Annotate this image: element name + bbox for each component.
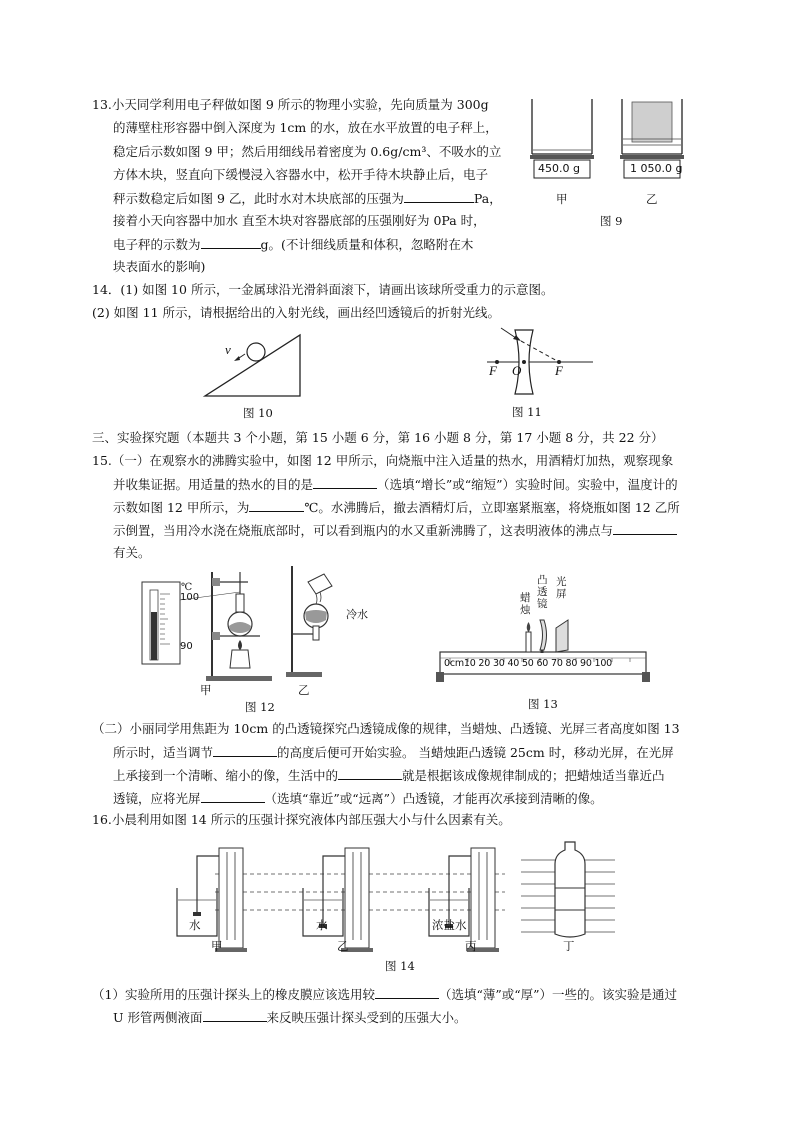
alcohol-lamp (230, 650, 250, 668)
figure-caption: 图 13 (528, 697, 558, 711)
q15-text: 示数如图 12 甲所示，为 (113, 500, 250, 515)
q15-line (113, 476, 678, 493)
bottle (555, 842, 585, 937)
answer-blank[interactable] (375, 986, 439, 999)
velocity-label: v (225, 342, 231, 357)
light-screen (556, 620, 568, 652)
label-b: 乙 (337, 939, 349, 953)
label-b: 乙 (298, 683, 310, 697)
focus-left: F (489, 363, 497, 378)
q16-text: （选填“薄”或“厚”）一些的。该实验是通过 (438, 987, 678, 1002)
q15-text: 的高度后便可开始实验。 当蜡烛距凸透镜 25cm 时，移动光屏，在光屏 (277, 745, 674, 760)
figure-caption: 图 11 (512, 405, 542, 419)
label-d: 丁 (563, 939, 575, 953)
beaker (308, 574, 332, 594)
section-title: 三、实验探究题（本题共 3 个小题，第 15 小题 6 分，第 16 小题 8 分，第 17 小题 8 分，共 22 分） (92, 430, 664, 445)
q15-line (113, 522, 677, 539)
u-tube-c (471, 848, 495, 948)
label-c: 丙 (465, 939, 477, 953)
label-a: 甲 (211, 939, 223, 953)
figure-14-drawing (175, 840, 615, 955)
label-b: 乙 (646, 192, 658, 206)
q15-text: 就是根据该成像规律制成的；把蜡烛适当靠近凸 (402, 768, 665, 783)
figure-10-drawing (200, 330, 310, 400)
q15-text: 透镜，应将光屏 (113, 791, 201, 806)
answer-blank[interactable] (338, 767, 402, 780)
q15-line (113, 790, 603, 807)
q16-text: 来反映压强计探头受到的压强大小。 (266, 1010, 467, 1025)
mercury-column (151, 612, 157, 660)
q15-text: 并收集证据。用适量的热水的目的是 (113, 477, 314, 492)
q15-text: （选填“增长”或“缩短”）实验时间。实验中，温度计的 (377, 477, 678, 492)
answer-blank[interactable] (613, 522, 677, 535)
q15-line (113, 767, 665, 784)
q16-line (113, 1009, 467, 1026)
q13-line-text: g。(不计细线质量和体积，忽略附在木 (260, 237, 474, 252)
figure-caption: 图 10 (243, 406, 273, 420)
figure-11-drawing (485, 326, 595, 398)
q15-text: （选填“靠近”或“远离”）凸透镜，才能再次承接到清晰的像。 (264, 791, 603, 806)
q15-line: 有关。 (113, 545, 151, 560)
label-a: 甲 (556, 192, 568, 206)
scale-reading-a: 450.0 g (538, 162, 580, 175)
answer-blank[interactable] (201, 790, 265, 803)
q13-line: 稳定后示数如图 9 甲；然后用细线吊着密度为 0.6g/cm³、不吸水的立 (113, 144, 502, 159)
figure-caption: 图 12 (245, 700, 275, 714)
liquid-label-b: 水 (316, 918, 328, 932)
figure-14 (175, 840, 615, 980)
candle-label: 蜡烛 (520, 592, 531, 616)
focus-right: F (555, 363, 563, 378)
q16-text: （1）实验所用的压强计探头上的橡皮膜应该选用较 (92, 987, 375, 1002)
q15-text: ℃。水沸腾后，撤去酒精灯后，立即塞紧瓶塞，将烧瓶如图 12 乙所 (304, 500, 680, 515)
q13-line-text: Pa， (473, 191, 502, 206)
convex-lens (540, 620, 547, 650)
q15-text: 示倒置，当用冷水浇在烧瓶底部时，可以看到瓶内的水又重新沸腾了，这表明液体的沸点与 (113, 523, 614, 538)
q15-line: （二）小丽同学用焦距为 10cm 的凸透镜探究凸透镜成像的规律，当蜡烛、凸透镜、光屏三者高度如图 13 (92, 721, 680, 736)
figure-caption: 图 14 (385, 959, 415, 973)
figure-12-drawing (140, 564, 380, 694)
q14-line: 14．(1) 如图 10 所示，一金属球沿光滑斜面滚下，请画出该球所受重力的示意图。 (92, 282, 554, 297)
u-tube-a (219, 848, 243, 948)
tick-90: 90 (180, 641, 193, 652)
tick-100: 100 (180, 592, 200, 603)
lens-label: 凸透镜 (537, 574, 548, 610)
q15-text: 所示时，适当调节 (113, 745, 214, 760)
figure-9 (520, 96, 700, 231)
answer-blank[interactable] (249, 499, 304, 512)
figure-11 (485, 326, 595, 426)
q13-line: 13.小天同学利用电子秤做如图 9 所示的物理小实验，先向质量为 300g (92, 97, 489, 112)
q13-line (113, 190, 502, 207)
thermometer-unit: ℃ (181, 582, 193, 593)
q13-line: 接着小天向容器中加水 直至木块对容器底部的压强刚好为 0Pa 时， (113, 213, 486, 228)
cold-water-label: 冷水 (346, 608, 368, 621)
q16-text: U 形管两侧液面 (113, 1010, 203, 1025)
figure-10 (200, 330, 310, 425)
q13-line-text: 电子秤的示数为 (113, 237, 201, 252)
q15-line (113, 499, 680, 516)
q13-line-text: 秤示数稳定后如图 9 乙，此时水对木块底部的压强为 (113, 191, 404, 206)
q13-line (113, 236, 473, 253)
answer-blank[interactable] (201, 236, 261, 249)
candle (526, 632, 531, 652)
figure-caption: 图 9 (600, 214, 623, 228)
bench-scale: 0cm10 20 30 40 50 60 70 80 90 100 (444, 658, 613, 669)
q16-line (92, 986, 677, 1003)
q14-line: (2) 如图 11 所示，请根据给出的入射光线，画出经凹透镜后的折射光线。 (92, 305, 501, 320)
q15-line: 15.（一）在观察水的沸腾实验中，如图 12 甲所示，向烧瓶中注入适量的热水，用酒精灯加热，观察现象 (92, 453, 674, 468)
answer-blank[interactable] (313, 476, 377, 489)
answer-blank[interactable] (404, 190, 474, 203)
liquid-label-a: 水 (189, 918, 201, 932)
scale-reading-b: 1 050.0 g (630, 162, 683, 175)
q15-text: 上承接到一个清晰、缩小的像，生活中的 (113, 768, 339, 783)
q16-line: 16.小晨利用如图 14 所示的压强计探究液体内部压强大小与什么因素有关。 (92, 812, 511, 827)
screen-label: 光屏 (556, 576, 567, 600)
liquid-label-c: 浓盐水 (432, 918, 467, 932)
u-tube-b (345, 848, 369, 948)
answer-blank[interactable] (203, 1009, 267, 1022)
label-a: 甲 (200, 683, 212, 697)
figure-12 (140, 564, 380, 714)
metal-ball (247, 343, 265, 361)
q13-line: 块表面水的影响) (113, 259, 206, 274)
optical-center: O (512, 363, 522, 378)
q13-line: 的薄壁柱形容器中倒入深度为 1cm 的水，放在水平放置的电子秤上， (113, 120, 498, 135)
q15-line (113, 744, 674, 761)
q13-line: 方体木块，竖直向下缓慢浸入容器水中，松开手待木块静止后，电子 (113, 167, 489, 182)
wood-block (632, 102, 672, 142)
answer-blank[interactable] (213, 744, 277, 757)
figure-13 (432, 572, 652, 714)
